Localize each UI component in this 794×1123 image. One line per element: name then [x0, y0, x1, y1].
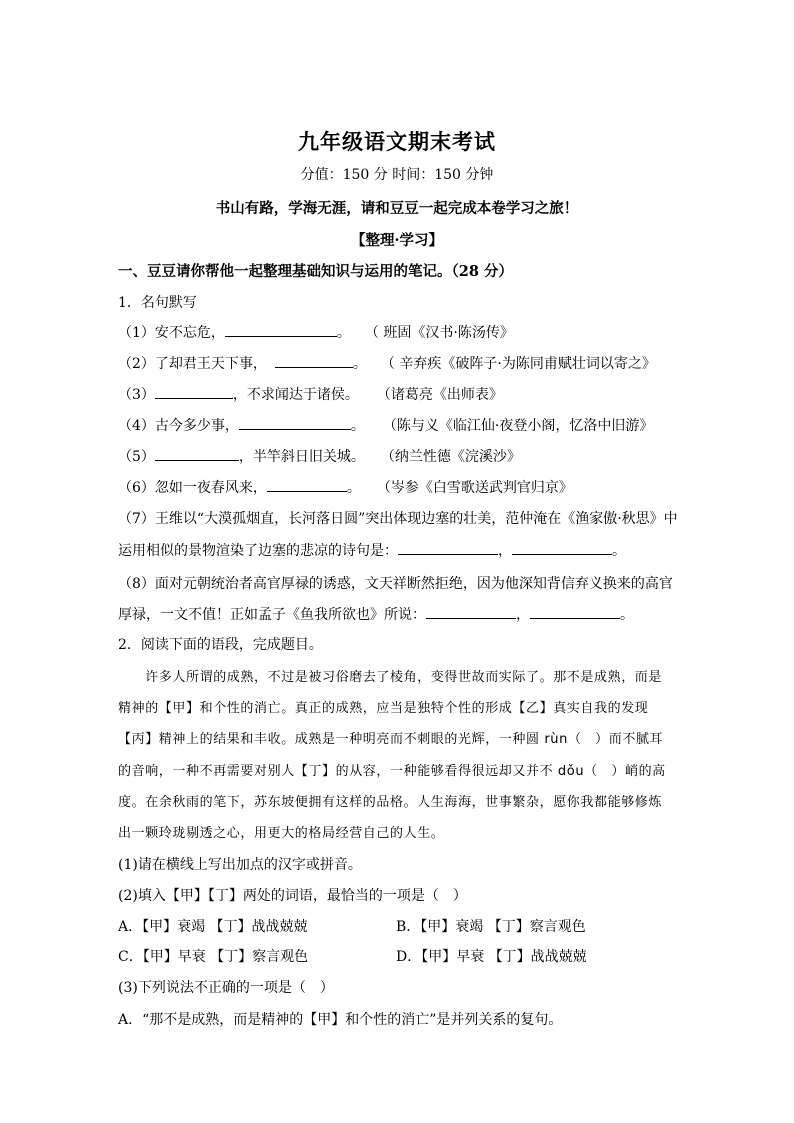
q1-item-8-line2 — [118, 604, 634, 624]
q1-item-7-line2 — [118, 540, 626, 560]
section-tag: 【整理·学习】 — [350, 232, 444, 249]
passage-line: 【丙】精神上的结果和丰收。成熟是一种明亮而不刺眼的光辉，一种圆 rùn（ ）而不腻耳 — [118, 732, 664, 747]
q2-sub3-option-a[interactable]: A．“那不是成熟，而是精神的【甲】和个性的消亡”是并列关系的复句。 — [118, 1012, 563, 1028]
item-source: （诸葛亮《出师表》 — [376, 387, 503, 403]
score-time-info: 分值：150 分 时间：150 分钟 — [300, 167, 494, 183]
answer-blank[interactable] — [225, 322, 337, 337]
passage-line: 出一颗玲珑剔透之心，用更大的格局经营自己的人生。 — [118, 826, 445, 841]
item-prefix: （3） — [118, 387, 155, 403]
q1-item-2 — [118, 353, 656, 373]
item-end: 。 — [620, 607, 634, 623]
passage-line: 的音响，一种不再需要对别人【丁】的从容，一种能够看得很远却又并不 dǒu（ ）峭的高 — [118, 764, 666, 779]
q1-item-1 — [118, 322, 514, 342]
item-end: 。 — [612, 543, 626, 559]
passage-line: 精神的【甲】和个性的消亡。真正的成熟，应当是独特个性的形成【乙】真实自我的发现 — [118, 701, 649, 716]
answer-blank[interactable] — [267, 477, 347, 492]
q2-sub3: (3)下列说法不正确的一项是（ ） — [118, 980, 334, 996]
option-a[interactable]: A．【甲】衰竭 【丁】战战兢兢 — [118, 919, 308, 935]
option-c[interactable]: C．【甲】早衰 【丁】察言观色 — [118, 949, 309, 965]
item-prefix: （2）了却君王天下事， — [118, 356, 267, 372]
q1-item-5 — [118, 446, 521, 466]
q2-sub1: (1)请在横线上写出加点的汉字或拼音。 — [118, 857, 362, 873]
item-source: （纳兰性德《浣溪沙》 — [380, 449, 521, 465]
item-source: （ 辛弃疾《破阵子·为陈同甫赋壮词以寄之》 — [380, 356, 656, 372]
item-prefix: （6）忽如一夜春风来， — [118, 480, 267, 496]
option-b[interactable]: B．【甲】衰竭 【丁】察言观色 — [396, 919, 586, 935]
answer-blank[interactable] — [426, 604, 516, 619]
answer-blank[interactable] — [275, 353, 353, 368]
answer-blank[interactable] — [155, 384, 233, 399]
q1-label: 1．名句默写 — [118, 295, 197, 311]
q2-sub2: (2)填入【甲】【丁】两处的词语，最恰当的一项是（ ） — [118, 888, 467, 904]
answer-blank[interactable] — [239, 415, 351, 430]
q2-label: 2．阅读下面的语段，完成题目。 — [118, 637, 323, 653]
q1-item-7-line1: （7）王维以“大漠孤烟直，长河落日圆”突出体现边塞的壮美，范仲淹在《渔家傲·秋思》中 — [118, 511, 678, 527]
item-prefix: （4）古今多少事， — [118, 418, 239, 434]
q1-item-8-line1: （8）面对元朝统治者高官厚禄的诱惑，文天祥断然拒绝，因为他深知背信弃义换来的高官 — [118, 576, 673, 592]
q1-item-6 — [118, 477, 573, 497]
part1-heading: 一、豆豆请你帮他一起整理基础知识与运用的笔记。（28 分） — [118, 263, 513, 280]
item-suffix: ，半竿斜日旧关城。 — [238, 449, 365, 465]
item-source: （ 班固《汉书·陈汤传》 — [364, 325, 514, 341]
q1-item-4 — [118, 415, 653, 435]
item-suffix: 。 — [352, 356, 367, 372]
item-suffix: 。 — [336, 325, 351, 341]
item-source: （岑参《白雪歌送武判官归京》 — [376, 480, 573, 496]
item-source: （陈与义《临江仙·夜登小阁，忆洛中旧游》 — [382, 418, 654, 434]
passage-line: 许多人所谓的成熟，不过是被习俗磨去了棱角，变得世故而实际了。那不是成熟，而是 — [118, 670, 663, 685]
option-d[interactable]: D．【甲】早衰 【丁】战战兢兢 — [396, 949, 587, 965]
answer-blank[interactable] — [512, 540, 612, 555]
item-comma: ， — [516, 607, 530, 623]
item-prefix: （5） — [118, 449, 155, 465]
motto: 书山有路，学海无涯，请和豆豆一起完成本卷学习之旅！ — [215, 200, 579, 217]
item-prefix: （1）安不忘危， — [118, 325, 225, 341]
item-suffix: 。 — [350, 418, 365, 434]
exam-title: 九年级语文期末考试 — [298, 129, 496, 154]
q1-item-3 — [118, 384, 503, 404]
item-suffix: 。 — [346, 480, 361, 496]
answer-blank[interactable] — [398, 540, 498, 555]
passage-line: 度。在余秋雨的笔下，苏东坡便拥有这样的品格。人生海海，世事繁杂，愿你我都能够修炼 — [118, 795, 663, 810]
item-suffix: ，不求闻达于诸侯。 — [232, 387, 359, 403]
answer-blank[interactable] — [530, 604, 620, 619]
item-text: 运用相似的景物渲染了边塞的悲凉的诗句是： — [118, 543, 398, 559]
item-text: 厚禄，一文不值！正如孟子《鱼我所欲也》所说： — [118, 607, 426, 623]
item-comma: ， — [498, 543, 512, 559]
answer-blank[interactable] — [155, 446, 239, 461]
